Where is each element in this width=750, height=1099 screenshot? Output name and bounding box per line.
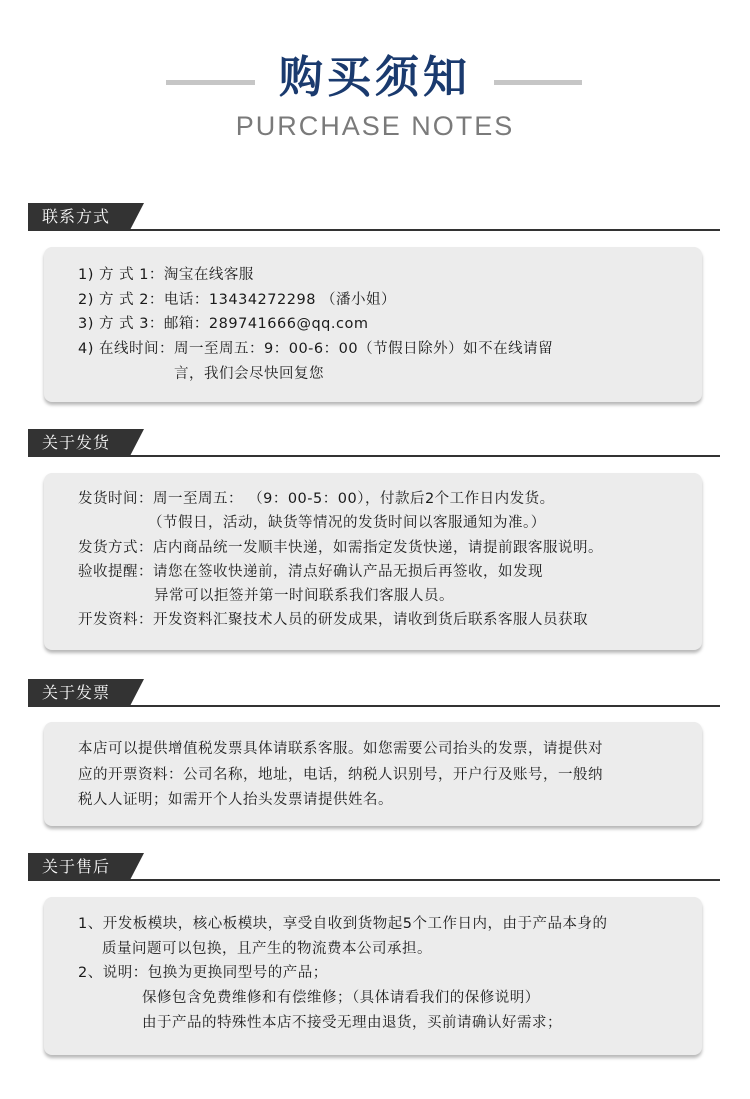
title-decor-line-right — [494, 80, 582, 85]
contact-email-line: 3) 方 式 3：邮箱：289741666@qq.com — [78, 316, 369, 332]
section-title-shipping: 关于发货 — [28, 429, 130, 456]
shipping-line: 异常可以拒签并第一时间联系我们客服人员。 — [154, 588, 454, 604]
section-title-contact: 联系方式 — [28, 203, 130, 230]
contact-panel — [44, 247, 702, 402]
aftersale-line: 保修包含免费维修和有偿维修；（具体请看我们的保修说明） — [142, 990, 540, 1006]
title-decor-line-left — [166, 80, 255, 85]
shipping-line: （节假日，活动，缺货等情况的发货时间以客服通知为准。） — [148, 515, 546, 531]
shipping-panel — [44, 473, 702, 650]
aftersale-line: 由于产品的特殊性本店不接受无理由退货，买前请确认好需求； — [142, 1015, 562, 1031]
aftersale-line: 质量问题可以包换，且产生的物流费本公司承担。 — [102, 941, 432, 957]
section-title-aftersale: 关于售后 — [28, 853, 130, 880]
section-divider — [28, 229, 720, 231]
contact-line: 2) 方 式 2：电话：13434272298 （潘小姐） — [78, 292, 397, 308]
section-header-contact — [28, 203, 720, 231]
section-divider — [28, 705, 720, 707]
contact-line: 言，我们会尽快回复您 — [174, 366, 324, 382]
invoice-line: 本店可以提供增值税发票具体请联系客服。如您需要公司抬头的发票，请提供对 — [78, 741, 603, 757]
page-title: 购买须知 — [279, 52, 471, 103]
section-header-aftersale — [28, 853, 720, 881]
invoice-panel — [44, 722, 702, 826]
invoice-line: 税人人证明；如需开个人抬头发票请提供姓名。 — [78, 792, 393, 808]
section-divider — [28, 879, 720, 881]
invoice-line: 应的开票资料：公司名称，地址，电话，纳税人识别号，开户行及账号，一般纳 — [78, 767, 603, 783]
aftersale-line: 2、说明：包换为更换同型号的产品； — [78, 965, 328, 981]
section-header-shipping — [28, 429, 720, 457]
aftersale-line: 1、开发板模块，核心板模块，享受自收到货物起5个工作日内，由于产品本身的 — [78, 916, 608, 932]
contact-line: 1) 方 式 1：淘宝在线客服 — [78, 267, 254, 283]
aftersale-panel — [44, 897, 702, 1055]
section-header-invoice — [28, 679, 720, 707]
page-subtitle: PURCHASE NOTES — [235, 111, 515, 141]
shipping-line: 发货方式：店内商品统一发顺丰快递，如需指定发货快递，请提前跟客服说明。 — [78, 540, 603, 556]
shipping-line: 发货时间：周一至周五： （9：00-5：00），付款后2个工作日内发货。 — [78, 491, 555, 507]
shipping-line: 验收提醒：请您在签收快递前，清点好确认产品无损后再签收，如发现 — [78, 564, 543, 580]
contact-line: 4) 在线时间：周一至周五：9：00-6：00（节假日除外）如不在线请留 — [78, 341, 554, 357]
section-title-invoice: 关于发票 — [28, 679, 130, 706]
shipping-line: 开发资料：开发资料汇聚技术人员的研发成果，请收到货后联系客服人员获取 — [78, 612, 588, 628]
page-header — [0, 0, 750, 150]
section-divider — [28, 455, 720, 457]
